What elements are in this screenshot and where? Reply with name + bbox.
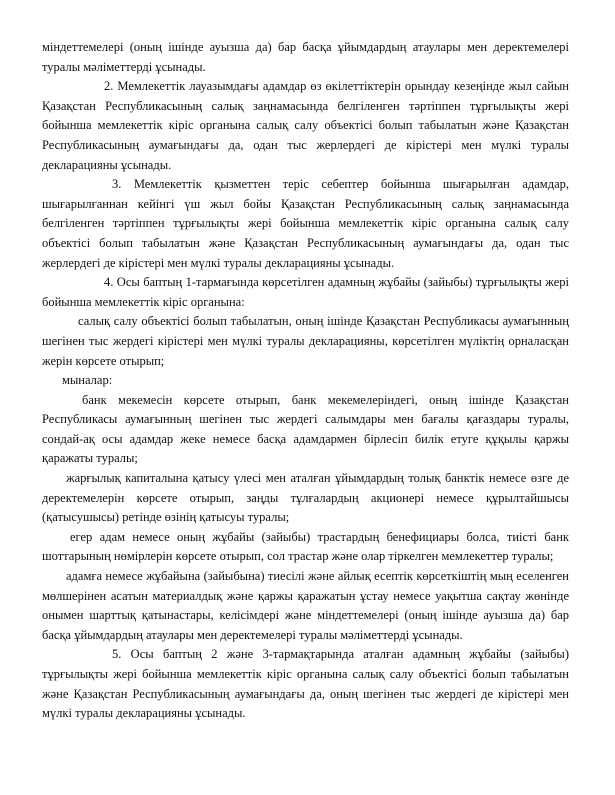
paragraph-item-4: 4. Осы баптың 1-тармағында көрсетілген адамның жұбайы (зайыбы) тұрғылықты жері бойынша мемлекеттік кіріс органына:: [42, 275, 569, 309]
paragraph-sub-bank: банк мекемесін көрсете отырып, банк мекемелеріндегі, оның ішінде Қазақстан Республикасы аумағынның шегінен тыс жердегі салымдары мен бағалы қағаздары туралы, сондай-ақ осы адамдар жеке немесе басқа адамдармен бірлесіп билік етуге құқылы қаржы қаражаты туралы;: [42, 392, 569, 466]
paragraph-item-3: 3. Мемлекеттік қызметтен теріс себептер бойынша шығарылған адамдар, шығарылғаннан кейінгі үш жыл бойы Қазақстан Республикасының салық заңнамасында белгіленген тәртіппен тұрғылықты жері бойынша мемлекеттік кіріс органына салық салу объектісі болып табылатын және Қазақстан Республикасының аумағындағы да, одан тыс жерлердегі де кірістері мен мүлкі туралы декларацияны ұсынады.: [42, 177, 569, 270]
paragraph-sub-capital: жарғылық капиталына қатысу үлесі мен аталған ұйымдардың толық банктік немесе өзге де деректемелерін көрсете отырып, заңды тұлғалардың акционері немесе құрылтайшысы (қатысушысы) ретінде өзінің қатысуы туралы;: [42, 471, 569, 525]
paragraph-item-2: 2. Мемлекеттік лауазымдағы адамдар өз өкілеттіктерін орындау кезеңінде жыл сайын Қазақстан Республикасының салық заңнамасында белгіленген тәртіппен тұрғылықты жері бойынша мемлекеттік кіріс органына салық салу объектісі болып табылатын және Қазақстан Республикасының аумағындағы да, одан тыс жерлердегі де кірістері мен мүлкі туралы декларацияны ұсынады.: [42, 79, 569, 172]
paragraph-sub-assets: адамға немесе жұбайына (зайыбына) тиесілі және айлық есептік көрсеткіштің мың еселенген мөлшерінен асатын материалдық және қаржы қаражатын ұстау немесе уақытша сақтау жөнінде онымен шарттық қатынастары, келісімдері және міндеттемелері (оның ішінде ауызша да) бар басқа ұйымдардың атаулары мен деректемелері туралы мәліметтерді ұсынады.: [42, 569, 569, 642]
paragraph-sub-following: мыналар:: [62, 373, 113, 388]
paragraph-sub-declaration: салық салу объектісі болып табылатын, оның ішінде Қазақстан Республикасы аумағынның шегінен тыс жердегі кірістері мен мүлкі туралы декларацияны, көрсетілген мүліктің орналасқан жерін көрсете отырып;: [42, 314, 569, 368]
paragraph-continuation: міндеттемелері (оның ішінде ауызша да) бар басқа ұйымдардың атаулары мен деректемелері туралы мәліметтерді ұсынады.: [42, 40, 569, 74]
document-page: [42, 38, 569, 724]
paragraph-item-5: 5. Осы баптың 2 және 3-тармақтарында аталған адамның жұбайы (зайыбы) тұрғылықты жері бойынша мемлекеттік кіріс органына салық салу объектісі болып табылатын және Қазақстан Республикасының аумағындағы да, оның шегінен тыс жердегі де кірістері мен мүлкі туралы декларацияны ұсынады.: [42, 647, 569, 721]
paragraph-sub-trust: егер адам немесе оның жұбайы (зайыбы) трастардың бенефициары болса, тиісті банк шоттарының нөмірлерін көрсете отырып, сол трастар және олар тіркелген мемлекеттер туралы;: [42, 529, 569, 564]
